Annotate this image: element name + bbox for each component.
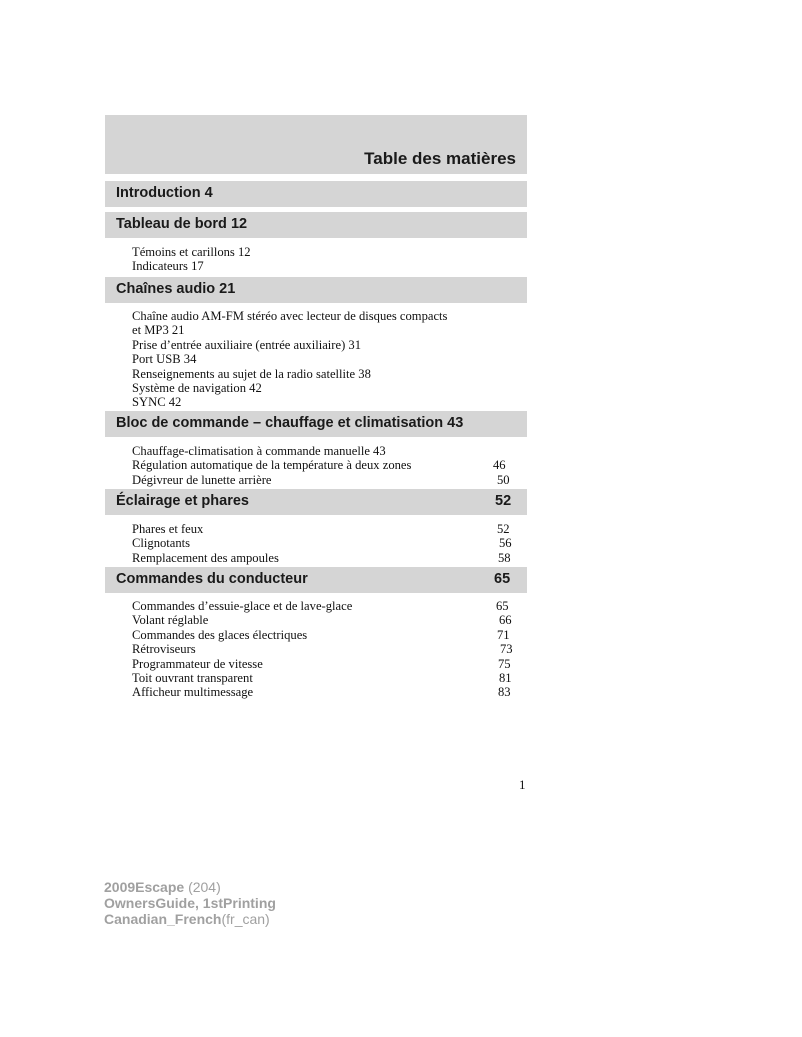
- toc-entry[interactable]: [132, 338, 532, 352]
- entry-page-number: 58: [498, 550, 511, 565]
- section-title: Commandes du conducteur: [116, 571, 308, 587]
- toc-entry[interactable]: [132, 381, 532, 395]
- footer-printing: OwnersGuide, 1stPrinting: [104, 895, 276, 911]
- entry-page-number: 75: [498, 656, 511, 671]
- section-header-commandes-du-conducteur[interactable]: [105, 567, 527, 593]
- section-header-introduction[interactable]: [105, 181, 527, 207]
- entry-text: Prise d’entrée auxiliaire (entrée auxiliaire) 31: [132, 337, 362, 352]
- footer-model: 2009Escape: [104, 879, 185, 895]
- entry-text: Clignotants: [132, 536, 191, 551]
- toc-entry[interactable]: [132, 309, 532, 323]
- entry-page-number: 71: [497, 627, 510, 642]
- toc-entry[interactable]: [132, 444, 532, 458]
- entry-page-number: 66: [499, 613, 512, 628]
- section-title: Tableau de bord 12: [116, 216, 248, 232]
- footer-language: Canadian_French: [104, 911, 222, 927]
- entry-text: Volant réglable: [132, 613, 209, 628]
- toc-entry[interactable]: [132, 352, 532, 366]
- entry-text: Dégivreur de lunette arrière: [132, 472, 272, 487]
- footer-locale: (fr_can): [221, 911, 270, 927]
- toc-entry[interactable]: [132, 259, 532, 273]
- entry-text: Commandes des glaces électriques: [132, 627, 308, 642]
- entry-text: SYNC 42: [132, 395, 182, 410]
- toc-entry[interactable]: [132, 613, 532, 627]
- entry-text: Chaîne audio AM-FM stéréo avec lecteur de disques compacts: [132, 309, 448, 323]
- toc-entry[interactable]: [132, 395, 532, 409]
- toc-entry[interactable]: [132, 642, 532, 656]
- toc-entry[interactable]: [132, 323, 532, 337]
- page-number: 1: [519, 777, 526, 792]
- footer-line-printing: [104, 895, 276, 911]
- footer-line-language: [104, 911, 276, 927]
- entry-text: Indicateurs 17: [132, 259, 204, 274]
- section-entries-commandes-du-conducteur: [132, 599, 532, 700]
- footer-model-code: (204): [184, 879, 221, 895]
- entry-page-number: 52: [497, 522, 510, 536]
- toc-entry[interactable]: [132, 628, 532, 642]
- entry-page-number: 56: [499, 536, 512, 551]
- toc-entry[interactable]: [132, 522, 532, 536]
- entry-page-number: 46: [493, 458, 506, 473]
- section-entries-tableau-de-bord: [132, 245, 532, 274]
- print-info-footer: [104, 879, 276, 927]
- entry-text: Toit ouvrant transparent: [132, 670, 253, 685]
- section-title: Introduction 4: [116, 185, 213, 201]
- section-title: Bloc de commande – chauffage et climatisation 43: [116, 415, 464, 431]
- entry-text: Rétroviseurs: [132, 642, 196, 657]
- toc-title-bar: [105, 115, 527, 174]
- entry-page-number: 83: [498, 685, 511, 700]
- entry-text: et MP3 21: [132, 323, 185, 338]
- entry-text: Remplacement des ampoules: [132, 550, 279, 565]
- toc-title: Table des matières: [364, 149, 516, 168]
- toc-entry[interactable]: [132, 458, 532, 472]
- entry-page-number: 73: [500, 642, 513, 657]
- entry-text: Programmateur de vitesse: [132, 656, 263, 671]
- entry-page-number: 81: [499, 670, 512, 685]
- toc-entry[interactable]: [132, 671, 532, 685]
- section-header-tableau-de-bord[interactable]: [105, 212, 527, 238]
- section-page-number: 65: [494, 571, 511, 587]
- entry-text: Chauffage-climatisation à commande manuelle 43: [132, 444, 386, 458]
- section-page-number: 52: [495, 493, 512, 509]
- toc-entry[interactable]: [132, 657, 532, 671]
- section-header-chaines-audio[interactable]: [105, 277, 527, 303]
- toc-entry[interactable]: [132, 536, 532, 550]
- entry-text: Phares et feux: [132, 522, 204, 536]
- section-entries-eclairage-et-phares: [132, 522, 532, 565]
- section-title: Éclairage et phares: [116, 493, 249, 509]
- toc-entry[interactable]: [132, 551, 532, 565]
- toc-entry[interactable]: [132, 245, 532, 259]
- footer-line-model: [104, 879, 276, 895]
- entry-page-number: 65: [496, 599, 509, 613]
- section-title: Chaînes audio 21: [116, 281, 236, 297]
- section-header-eclairage-et-phares[interactable]: [105, 489, 527, 515]
- toc-entry[interactable]: [132, 685, 532, 699]
- entry-text: Renseignements au sujet de la radio satellite 38: [132, 366, 371, 381]
- toc-entry[interactable]: [132, 599, 532, 613]
- section-header-bloc-de-commande[interactable]: [105, 411, 527, 437]
- entry-text: Port USB 34: [132, 352, 197, 367]
- section-entries-chaines-audio: [132, 309, 532, 410]
- toc-entry[interactable]: [132, 367, 532, 381]
- entry-text: Régulation automatique de la température à deux zones: [132, 458, 412, 473]
- entry-page-number: 50: [497, 472, 510, 487]
- toc-entry[interactable]: [132, 473, 532, 487]
- entry-text: Afficheur multimessage: [132, 685, 254, 700]
- entry-text: Commandes d’essuie-glace et de lave-glace: [132, 599, 353, 613]
- section-entries-bloc-de-commande: [132, 444, 532, 487]
- entry-text: Témoins et carillons 12: [132, 245, 251, 259]
- entry-text: Système de navigation 42: [132, 380, 262, 395]
